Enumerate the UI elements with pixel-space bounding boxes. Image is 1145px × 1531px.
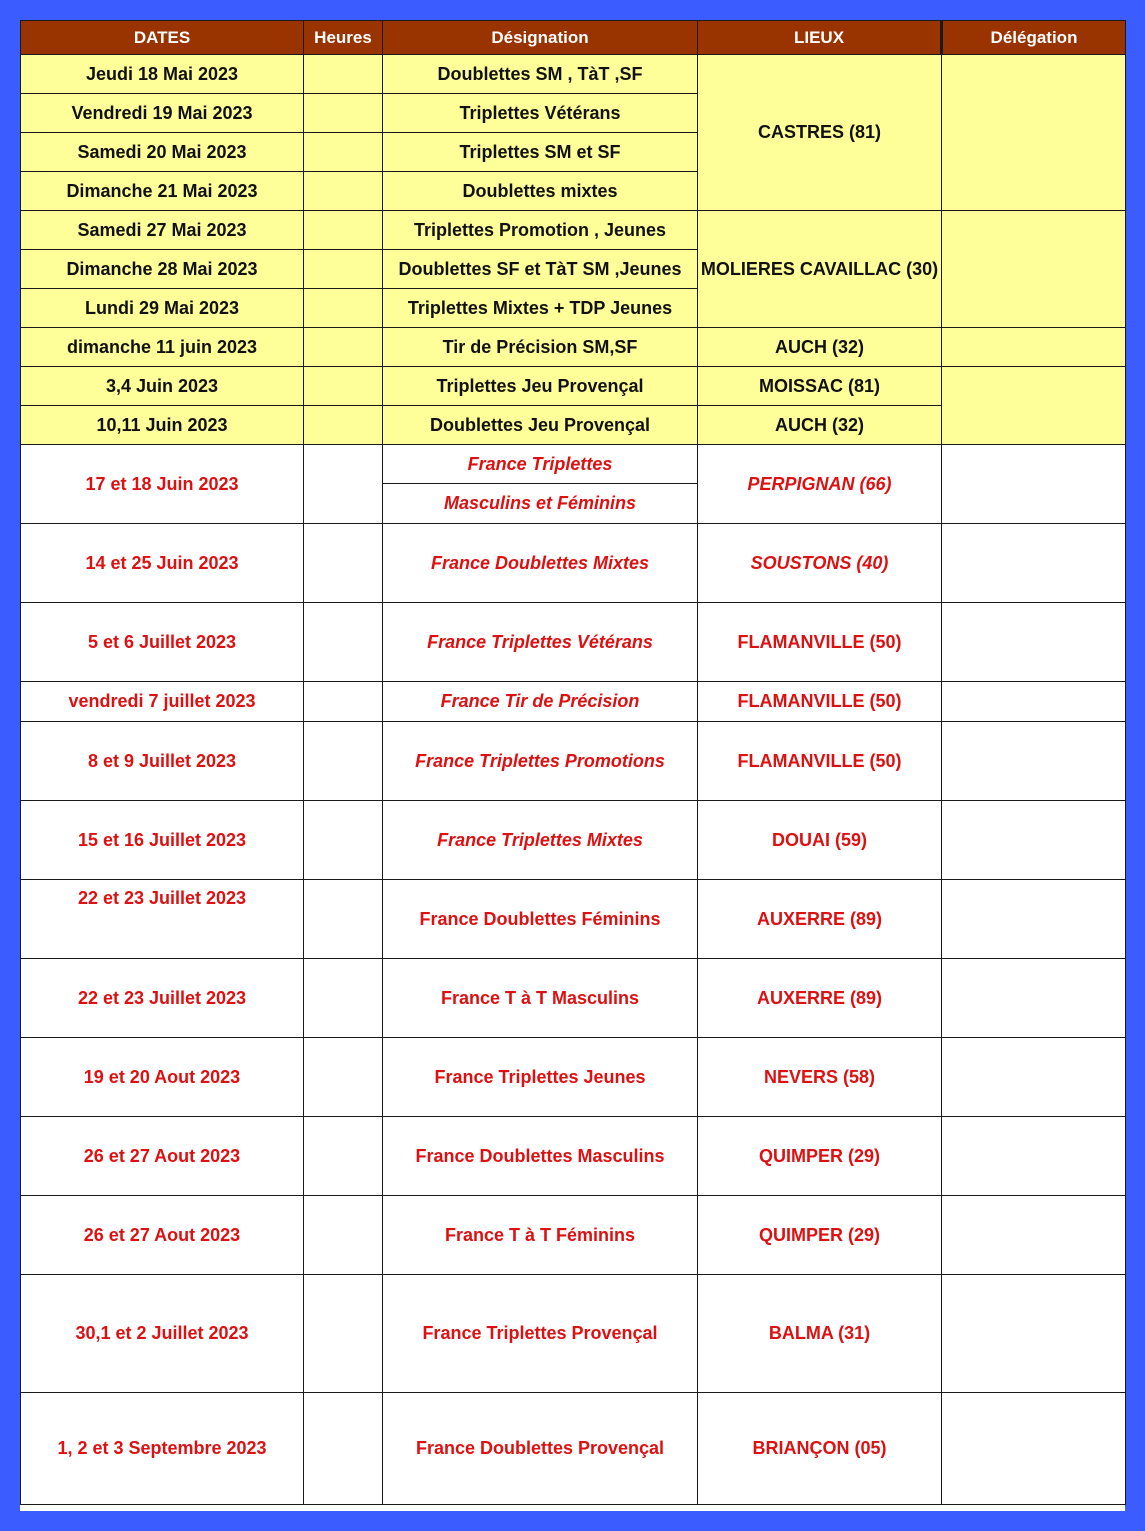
heures-cell [304,1393,383,1505]
date-cell: vendredi 7 juillet 2023 [21,682,304,722]
delegation-cell [942,880,1126,959]
header-heures: Heures [304,21,383,55]
lieu-cell: QUIMPER (29) [698,1117,942,1196]
designation-cell: France Triplettes Provençal [383,1275,698,1393]
delegation-cell [942,603,1126,682]
table-row [21,801,1126,880]
heures-cell [304,328,383,367]
designation-cell: Triplettes Vétérans [383,94,698,133]
date-cell: 26 et 27 Aout 2023 [21,1196,304,1275]
date-cell: Dimanche 21 Mai 2023 [21,172,304,211]
table-row [21,1196,1126,1275]
heures-cell [304,722,383,801]
header-designation: Désignation [383,21,698,55]
lieu-cell: AUCH (32) [698,328,942,367]
delegation-cell [942,367,1126,445]
date-cell: Dimanche 28 Mai 2023 [21,250,304,289]
date-cell: 3,4 Juin 2023 [21,367,304,406]
table-row [21,1275,1126,1393]
schedule-table [20,20,1126,1505]
delegation-cell [942,55,1126,211]
date-cell: 19 et 20 Aout 2023 [21,1038,304,1117]
table-row [21,55,1126,94]
lieu-cell: QUIMPER (29) [698,1196,942,1275]
designation-cell: Triplettes SM et SF [383,133,698,172]
lieu-cell: FLAMANVILLE (50) [698,603,942,682]
heures-cell [304,1038,383,1117]
heures-cell [304,682,383,722]
delegation-cell [942,1117,1126,1196]
heures-cell [304,445,383,524]
date-cell: Jeudi 18 Mai 2023 [21,55,304,94]
designation-cell: France Doublettes Provençal [383,1393,698,1505]
heures-cell [304,406,383,445]
lieu-cell: BALMA (31) [698,1275,942,1393]
designation-cell: Triplettes Promotion , Jeunes [383,211,698,250]
lieu-cell: MOLIERES CAVAILLAC (30) [698,211,942,328]
designation-cell: Tir de Précision SM,SF [383,328,698,367]
date-cell: 8 et 9 Juillet 2023 [21,722,304,801]
date-cell: Vendredi 19 Mai 2023 [21,94,304,133]
date-cell: Lundi 29 Mai 2023 [21,289,304,328]
heures-cell [304,603,383,682]
designation-cell: France Triplettes [383,445,698,484]
table-row [21,959,1126,1038]
date-cell: 15 et 16 Juillet 2023 [21,801,304,880]
delegation-cell [942,1038,1126,1117]
heures-cell [304,959,383,1038]
heures-cell [304,524,383,603]
delegation-cell [942,1196,1126,1275]
heures-cell [304,1117,383,1196]
designation-cell: Doublettes SF et TàT SM ,Jeunes [383,250,698,289]
lieu-cell: AUXERRE (89) [698,959,942,1038]
designation-cell: Doublettes SM , TàT ,SF [383,55,698,94]
table-row [21,722,1126,801]
designation-cell: France Doublettes Féminins [383,880,698,959]
designation-cell: France Triplettes Mixtes [383,801,698,880]
delegation-cell [942,722,1126,801]
delegation-cell [942,524,1126,603]
delegation-cell [942,445,1126,524]
designation-cell: France Tir de Précision [383,682,698,722]
heures-cell [304,172,383,211]
lieu-cell: CASTRES (81) [698,55,942,211]
heures-cell [304,211,383,250]
designation-cell: France Triplettes Vétérans [383,603,698,682]
header-dates: DATES [21,21,304,55]
table-row [21,682,1126,722]
date-cell: 30,1 et 2 Juillet 2023 [21,1275,304,1393]
designation-cell: Triplettes Jeu Provençal [383,367,698,406]
table-row [21,603,1126,682]
heures-cell [304,250,383,289]
lieu-cell: AUXERRE (89) [698,880,942,959]
table-row [21,1038,1126,1117]
delegation-cell [942,211,1126,328]
designation-cell: France T à T Féminins [383,1196,698,1275]
lieu-cell: NEVERS (58) [698,1038,942,1117]
date-cell: 14 et 25 Juin 2023 [21,524,304,603]
lieu-cell: DOUAI (59) [698,801,942,880]
date-cell: dimanche 11 juin 2023 [21,328,304,367]
header-row [21,21,1126,55]
heures-cell [304,133,383,172]
table-row [21,328,1126,367]
heures-cell [304,289,383,328]
heures-cell [304,1196,383,1275]
heures-cell [304,55,383,94]
heures-cell [304,1275,383,1393]
heures-cell [304,367,383,406]
delegation-cell [942,801,1126,880]
heures-cell [304,801,383,880]
designation-cell: France T à T Masculins [383,959,698,1038]
header-lieux: LIEUX [698,21,942,55]
table-row [21,524,1126,603]
lieu-cell: FLAMANVILLE (50) [698,682,942,722]
date-cell: 1, 2 et 3 Septembre 2023 [21,1393,304,1505]
table-row [21,880,1126,959]
delegation-cell [942,1393,1126,1505]
designation-cell: France Doublettes Mixtes [383,524,698,603]
designation-cell: France Triplettes Promotions [383,722,698,801]
table-row [21,211,1126,250]
designation-cell: France Triplettes Jeunes [383,1038,698,1117]
lieu-cell: MOISSAC (81) [698,367,942,406]
delegation-cell [942,959,1126,1038]
date-cell: 26 et 27 Aout 2023 [21,1117,304,1196]
date-cell: Samedi 27 Mai 2023 [21,211,304,250]
lieu-cell: SOUSTONS (40) [698,524,942,603]
designation-cell: Doublettes Jeu Provençal [383,406,698,445]
delegation-cell [942,328,1126,367]
delegation-cell [942,1275,1126,1393]
date-cell: Samedi 20 Mai 2023 [21,133,304,172]
table-row [21,1393,1126,1505]
schedule-sheet [20,20,1125,1511]
delegation-cell [942,682,1126,722]
date-cell: 10,11 Juin 2023 [21,406,304,445]
table-row [21,445,1126,484]
lieu-cell: PERPIGNAN (66) [698,445,942,524]
designation-cell: France Doublettes Masculins [383,1117,698,1196]
date-cell: 17 et 18 Juin 2023 [21,445,304,524]
header-delegation: Délégation [942,21,1126,55]
table-row [21,367,1126,406]
designation-cell: Doublettes mixtes [383,172,698,211]
date-cell: 22 et 23 Juillet 2023 [21,959,304,1038]
lieu-cell: AUCH (32) [698,406,942,445]
designation-cell: Masculins et Féminins [383,484,698,524]
designation-cell: Triplettes Mixtes + TDP Jeunes [383,289,698,328]
heures-cell [304,880,383,959]
lieu-cell: FLAMANVILLE (50) [698,722,942,801]
date-cell: 22 et 23 Juillet 2023 [21,880,304,959]
table-row [21,1117,1126,1196]
date-cell: 5 et 6 Juillet 2023 [21,603,304,682]
lieu-cell: BRIANÇON (05) [698,1393,942,1505]
heures-cell [304,94,383,133]
